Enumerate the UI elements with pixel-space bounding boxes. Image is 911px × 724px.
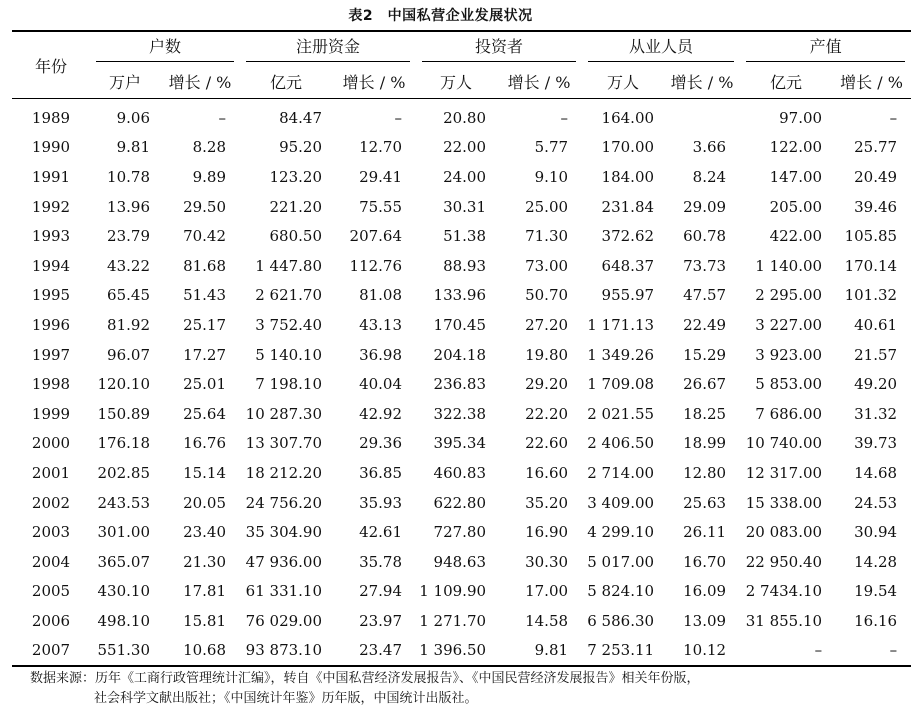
growth-cell: 50.70 <box>525 286 569 305</box>
value-cell: 6 586.30 <box>587 611 655 630</box>
value-cell: 122.00 <box>769 138 823 157</box>
growth-cell: 9.89 <box>192 167 227 186</box>
value-cell: 133.96 <box>433 286 487 305</box>
value-cell: 1 140.00 <box>755 256 823 275</box>
header-unit: 增长 / % <box>832 64 911 99</box>
growth-cell: 15.81 <box>183 611 227 630</box>
growth-cell: 170.14 <box>844 256 898 275</box>
value-cell: 395.34 <box>433 434 487 453</box>
growth-cell: 101.32 <box>844 286 898 305</box>
table-row <box>12 429 911 459</box>
year-cell: 2003 <box>31 523 71 542</box>
value-cell: 88.93 <box>443 256 487 275</box>
growth-cell: 40.04 <box>359 375 403 394</box>
growth-cell: 19.80 <box>525 345 569 364</box>
growth-cell: 25.63 <box>683 493 727 512</box>
growth-cell: 25.77 <box>854 138 898 157</box>
value-cell: 3 409.00 <box>587 493 655 512</box>
growth-cell: 16.60 <box>525 463 569 482</box>
year-cell: 2005 <box>31 582 71 601</box>
value-cell: 93 873.10 <box>245 641 323 660</box>
value-cell: 430.10 <box>97 582 150 601</box>
year-cell: 1999 <box>31 404 71 423</box>
value-cell: 622.80 <box>433 493 487 512</box>
value-cell: 460.83 <box>433 463 487 482</box>
value-cell: 3 923.00 <box>755 345 823 364</box>
table-row <box>12 99 911 133</box>
value-cell: 9.81 <box>116 138 150 157</box>
header-group-households: 户数 <box>90 31 240 64</box>
header-unit: 亿元 <box>240 64 332 99</box>
growth-cell: 8.24 <box>692 167 727 186</box>
growth-cell: 25.01 <box>183 375 227 394</box>
table-body <box>12 99 911 667</box>
value-cell: 2 295.00 <box>755 286 823 305</box>
year-cell: 1998 <box>31 375 71 394</box>
growth-cell: 35.93 <box>359 493 403 512</box>
value-cell: 7 686.00 <box>755 404 823 423</box>
value-cell: 95.20 <box>279 138 323 157</box>
value-cell: 372.62 <box>601 227 655 246</box>
year-cell: 2004 <box>31 552 71 571</box>
growth-cell: 21.30 <box>183 552 227 571</box>
growth-cell: 36.98 <box>359 345 403 364</box>
value-cell: 422.00 <box>769 227 823 246</box>
value-cell: 96.07 <box>107 345 150 364</box>
growth-cell: 71.30 <box>525 227 569 246</box>
growth-cell: 12.80 <box>683 463 727 482</box>
value-cell: 5 140.10 <box>255 345 323 364</box>
value-cell: – <box>814 641 823 660</box>
growth-cell: 12.70 <box>359 138 403 157</box>
value-cell: 15 338.00 <box>745 493 823 512</box>
growth-cell: 73.00 <box>525 256 569 275</box>
growth-cell: 18.25 <box>683 404 727 423</box>
growth-cell: 14.68 <box>854 463 898 482</box>
value-cell: 18 212.20 <box>245 463 323 482</box>
growth-cell: 27.20 <box>525 315 569 334</box>
header-unit: 增长 / % <box>332 64 416 99</box>
growth-cell: 29.50 <box>183 197 227 216</box>
value-cell: 10 287.30 <box>245 404 323 423</box>
growth-cell: 15.14 <box>183 463 227 482</box>
growth-cell: 60.78 <box>683 227 727 246</box>
growth-cell: 18.99 <box>683 434 727 453</box>
header-unit: 增长 / % <box>496 64 582 99</box>
growth-cell: 22.60 <box>525 434 569 453</box>
value-cell: 9.06 <box>116 108 150 127</box>
year-cell: 2000 <box>31 434 71 453</box>
growth-cell: 20.49 <box>854 167 898 186</box>
value-cell: 84.47 <box>279 108 323 127</box>
table-row <box>12 340 911 370</box>
growth-cell: 70.42 <box>183 227 227 246</box>
data-table-container <box>12 30 903 667</box>
value-cell: 7 198.10 <box>255 375 323 394</box>
table-row <box>12 606 911 636</box>
growth-cell: – <box>394 108 403 127</box>
growth-cell: 3.66 <box>692 138 727 157</box>
growth-cell: 29.41 <box>359 167 403 186</box>
growth-cell: 105.85 <box>844 227 898 246</box>
growth-cell: 8.28 <box>192 138 227 157</box>
growth-cell: 16.16 <box>854 611 898 630</box>
value-cell: 170.45 <box>433 315 487 334</box>
table-row <box>12 547 911 577</box>
growth-cell: 35.20 <box>525 493 569 512</box>
value-cell: 3 752.40 <box>255 315 323 334</box>
growth-cell: 10.12 <box>683 641 727 660</box>
header-unit: 亿元 <box>740 64 832 99</box>
growth-cell: 26.67 <box>683 375 727 394</box>
value-cell: 12 317.00 <box>745 463 823 482</box>
header-group-registered-capital: 注册资金 <box>240 31 416 64</box>
value-cell: 1 171.13 <box>587 315 655 334</box>
growth-cell: 25.17 <box>183 315 227 334</box>
footnote-line-2: 社会科学文献出版社；《中国统计年鉴》历年版，中国统计出版社。 <box>94 691 478 706</box>
value-cell: 648.37 <box>601 256 655 275</box>
value-cell: 301.00 <box>97 523 150 542</box>
growth-cell: 30.30 <box>525 552 569 571</box>
value-cell: 2 021.55 <box>587 404 655 423</box>
value-cell: 498.10 <box>97 611 150 630</box>
year-cell: 2001 <box>31 463 71 482</box>
value-cell: 184.00 <box>601 167 655 186</box>
value-cell: 231.84 <box>601 197 655 216</box>
value-cell: 5 824.10 <box>587 582 655 601</box>
year-cell: 1993 <box>31 227 71 246</box>
value-cell: 4 299.10 <box>587 523 655 542</box>
table-row <box>12 577 911 607</box>
value-cell: 164.00 <box>601 108 655 127</box>
value-cell: 236.83 <box>433 375 487 394</box>
year-cell: 1990 <box>31 138 71 157</box>
table-row <box>12 251 911 281</box>
value-cell: 51.38 <box>443 227 487 246</box>
growth-cell: 39.46 <box>854 197 898 216</box>
growth-cell: 16.76 <box>183 434 227 453</box>
value-cell: 3 227.00 <box>755 315 823 334</box>
header-group-output-value: 产值 <box>740 31 911 64</box>
growth-cell: 17.00 <box>525 582 569 601</box>
growth-cell: 22.20 <box>525 404 569 423</box>
table-row <box>12 369 911 399</box>
table-title: 表2 中国私营企业发展状况 <box>348 8 533 24</box>
value-cell: 204.18 <box>433 345 487 364</box>
header-unit: 万户 <box>90 64 160 99</box>
year-cell: 1991 <box>31 167 71 186</box>
growth-cell: 47.57 <box>683 286 727 305</box>
table-row <box>12 192 911 222</box>
value-cell: 24.00 <box>443 167 487 186</box>
growth-cell: 35.78 <box>359 552 403 571</box>
growth-cell: 9.81 <box>534 641 569 660</box>
table-row <box>12 636 911 667</box>
growth-cell: 26.11 <box>683 523 727 542</box>
growth-cell: 14.58 <box>525 611 569 630</box>
growth-cell: – <box>218 108 227 127</box>
growth-cell: 14.28 <box>854 552 898 571</box>
data-table <box>12 30 911 667</box>
value-cell: 1 396.50 <box>419 641 487 660</box>
growth-cell: 42.92 <box>359 404 403 423</box>
growth-cell: 30.94 <box>854 523 898 542</box>
header-unit: 增长 / % <box>664 64 740 99</box>
value-cell: 30.31 <box>443 197 487 216</box>
table-row <box>12 310 911 340</box>
table-row <box>12 488 911 518</box>
header-group-investors: 投资者 <box>416 31 582 64</box>
year-cell: 1996 <box>31 315 71 334</box>
growth-cell: 13.09 <box>683 611 727 630</box>
growth-cell: 16.70 <box>683 552 727 571</box>
table-row <box>12 517 911 547</box>
growth-cell: 29.20 <box>525 375 569 394</box>
value-cell: 10.78 <box>107 167 150 186</box>
growth-cell: 29.36 <box>359 434 403 453</box>
growth-cell: 207.64 <box>349 227 403 246</box>
value-cell: 948.63 <box>433 552 487 571</box>
growth-cell: 51.43 <box>183 286 227 305</box>
year-cell: 2006 <box>31 611 71 630</box>
year-cell: 1995 <box>31 286 71 305</box>
value-cell: 43.22 <box>107 256 150 275</box>
value-cell: 22.00 <box>443 138 487 157</box>
value-cell: 20.80 <box>443 108 487 127</box>
value-cell: 147.00 <box>769 167 823 186</box>
year-cell: 1992 <box>31 197 71 216</box>
growth-cell: 23.47 <box>359 641 403 660</box>
growth-cell: 29.09 <box>683 197 727 216</box>
value-cell: 20 083.00 <box>745 523 823 542</box>
growth-cell: 16.09 <box>683 582 727 601</box>
value-cell: 2 7434.10 <box>745 582 823 601</box>
year-cell: 2007 <box>31 641 71 660</box>
growth-cell: 22.49 <box>683 315 727 334</box>
table-row <box>12 162 911 192</box>
value-cell: 2 714.00 <box>587 463 655 482</box>
value-cell: 2 406.50 <box>587 434 655 453</box>
footnote-line-1: 数据来源：历年《工商行政管理统计汇编》，转自《中国私营经济发展报告》、《中国民营经济发展报告》相关年份版， <box>30 671 700 686</box>
growth-cell: – <box>560 108 569 127</box>
value-cell: 22 950.40 <box>745 552 823 571</box>
value-cell: 176.18 <box>97 434 150 453</box>
growth-cell: 49.20 <box>854 375 898 394</box>
growth-cell: 25.00 <box>525 197 569 216</box>
growth-cell <box>664 99 740 133</box>
growth-cell: 16.90 <box>525 523 569 542</box>
header-unit: 万人 <box>582 64 664 99</box>
value-cell: 120.10 <box>97 375 150 394</box>
value-cell: 23.79 <box>107 227 150 246</box>
value-cell: 205.00 <box>769 197 823 216</box>
growth-cell: 10.68 <box>183 641 227 660</box>
growth-cell: 21.57 <box>854 345 898 364</box>
growth-cell: 40.61 <box>854 315 898 334</box>
value-cell: 680.50 <box>269 227 323 246</box>
table-row <box>12 221 911 251</box>
value-cell: 47 936.00 <box>245 552 323 571</box>
value-cell: 81.92 <box>107 315 150 334</box>
value-cell: 150.89 <box>97 404 150 423</box>
growth-cell: 25.64 <box>183 404 227 423</box>
growth-cell: 5.77 <box>534 138 569 157</box>
value-cell: 1 709.08 <box>587 375 655 394</box>
value-cell: 61 331.10 <box>245 582 323 601</box>
value-cell: 1 349.26 <box>587 345 655 364</box>
value-cell: 170.00 <box>601 138 655 157</box>
growth-cell: 9.10 <box>534 167 569 186</box>
value-cell: 2 621.70 <box>255 286 323 305</box>
value-cell: 76 029.00 <box>245 611 323 630</box>
value-cell: 24 756.20 <box>245 493 323 512</box>
value-cell: 5 853.00 <box>755 375 823 394</box>
year-cell: 2002 <box>31 493 71 512</box>
growth-cell: 36.85 <box>359 463 403 482</box>
growth-cell: 15.29 <box>683 345 727 364</box>
growth-cell: 24.53 <box>854 493 898 512</box>
growth-cell: – <box>889 108 898 127</box>
value-cell: 1 447.80 <box>255 256 323 275</box>
value-cell: 97.00 <box>779 108 823 127</box>
value-cell: 1 271.70 <box>419 611 487 630</box>
growth-cell: 17.81 <box>183 582 227 601</box>
value-cell: 243.53 <box>97 493 150 512</box>
growth-cell: 19.54 <box>854 582 898 601</box>
year-cell: 1989 <box>31 108 71 127</box>
value-cell: 10 740.00 <box>745 434 823 453</box>
growth-cell: 75.55 <box>359 197 403 216</box>
header-unit: 万人 <box>416 64 496 99</box>
growth-cell: 17.27 <box>183 345 227 364</box>
growth-cell: 20.05 <box>183 493 227 512</box>
value-cell: 551.30 <box>97 641 150 660</box>
footnote <box>30 669 870 709</box>
growth-cell: 73.73 <box>683 256 727 275</box>
value-cell: 322.38 <box>433 404 487 423</box>
growth-cell: 23.97 <box>359 611 403 630</box>
table-row <box>12 133 911 163</box>
value-cell: 13 307.70 <box>245 434 323 453</box>
growth-cell: – <box>889 641 898 660</box>
growth-cell: 27.94 <box>359 582 403 601</box>
value-cell: 955.97 <box>601 286 655 305</box>
growth-cell: 31.32 <box>854 404 898 423</box>
value-cell: 7 253.11 <box>587 641 655 660</box>
value-cell: 5 017.00 <box>587 552 655 571</box>
value-cell: 202.85 <box>97 463 150 482</box>
header-year: 年份 <box>12 31 90 99</box>
year-cell: 1997 <box>31 345 71 364</box>
value-cell: 13.96 <box>107 197 150 216</box>
table-row <box>12 458 911 488</box>
value-cell: 1 109.90 <box>419 582 487 601</box>
value-cell: 727.80 <box>433 523 487 542</box>
header-group-employees: 从业人员 <box>582 31 740 64</box>
growth-cell: 43.13 <box>359 315 403 334</box>
growth-cell: 23.40 <box>183 523 227 542</box>
table-row <box>12 399 911 429</box>
value-cell: 35 304.90 <box>245 523 323 542</box>
value-cell: 365.07 <box>97 552 150 571</box>
growth-cell: 81.68 <box>183 256 227 275</box>
value-cell: 123.20 <box>269 167 323 186</box>
header-unit: 增长 / % <box>160 64 240 99</box>
growth-cell: 39.73 <box>854 434 898 453</box>
value-cell: 31 855.10 <box>745 611 823 630</box>
value-cell: 65.45 <box>107 286 150 305</box>
growth-cell: 112.76 <box>349 256 403 275</box>
growth-cell: 81.08 <box>359 286 403 305</box>
value-cell: 221.20 <box>269 197 323 216</box>
growth-cell: 42.61 <box>359 523 403 542</box>
year-cell: 1994 <box>31 256 71 275</box>
table-row <box>12 281 911 311</box>
